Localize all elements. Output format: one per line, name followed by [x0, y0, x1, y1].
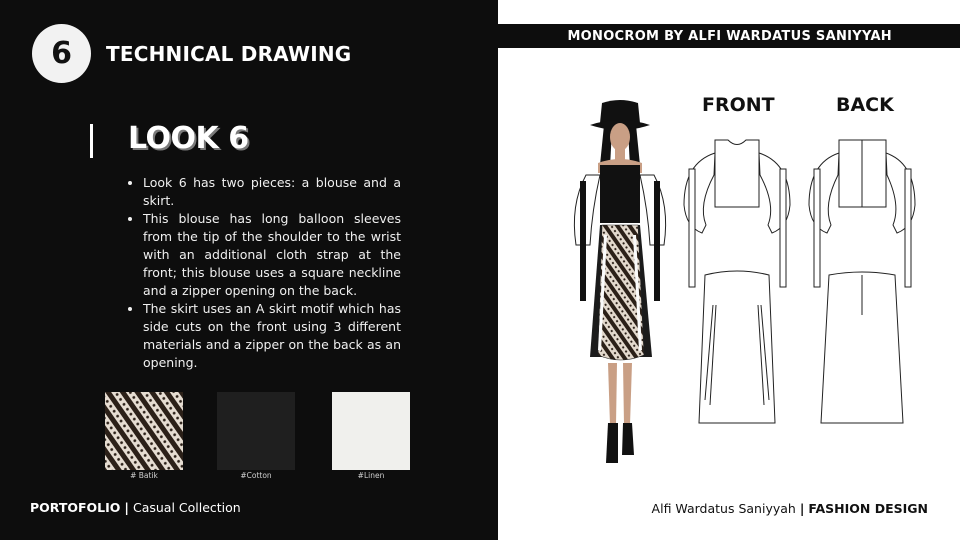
description-item: • Look 6 has two pieces: a blouse and a skirt.: [143, 174, 401, 210]
linen-swatch: [332, 392, 410, 470]
header-bar: [400, 24, 960, 48]
header-title: MONOCROM BY ALFI WARDATUS SANIYYAH: [567, 28, 892, 44]
back-label: BACK: [836, 94, 894, 116]
front-label: FRONT: [702, 94, 775, 116]
fashion-design-label: FASHION DESIGN: [808, 501, 928, 516]
look-title-bar: [90, 124, 93, 158]
footer-left: [30, 500, 241, 515]
cotton-swatch: [217, 392, 295, 470]
model-illustration: [560, 95, 680, 490]
portfolio-label: PORTOFOLIO: [30, 500, 121, 515]
footer-separator: |: [124, 500, 129, 515]
batik-label: # Batik: [130, 471, 158, 480]
front-technical-drawing: [680, 135, 795, 425]
batik-swatch: [105, 392, 183, 470]
section-number-badge: [32, 24, 91, 83]
description-item: • The skirt uses an A skirt motif which has side cuts on the front using 3 different materials and a zipper on the back as an opening.: [143, 300, 401, 372]
section-number: 6: [51, 36, 72, 71]
back-technical-drawing: [805, 135, 920, 425]
designer-name: Alfi Wardatus Saniyyah: [651, 501, 796, 516]
description-item: • This blouse has long balloon sleeves from the tip of the shoulder to the wrist with an additional cloth strap at the front; this blouse uses a square neckline and a zipper opening on the back.: [143, 210, 401, 300]
collection-label: Casual Collection: [132, 500, 241, 515]
footer-right-separator: |: [799, 501, 805, 516]
cotton-label: #Cotton: [240, 471, 272, 480]
section-title: TECHNICAL DRAWING: [106, 42, 352, 66]
look-title: LOOK 6: [128, 121, 249, 156]
linen-label: #Linen: [357, 471, 385, 480]
footer-right: [652, 501, 928, 516]
description-list: [128, 174, 401, 372]
